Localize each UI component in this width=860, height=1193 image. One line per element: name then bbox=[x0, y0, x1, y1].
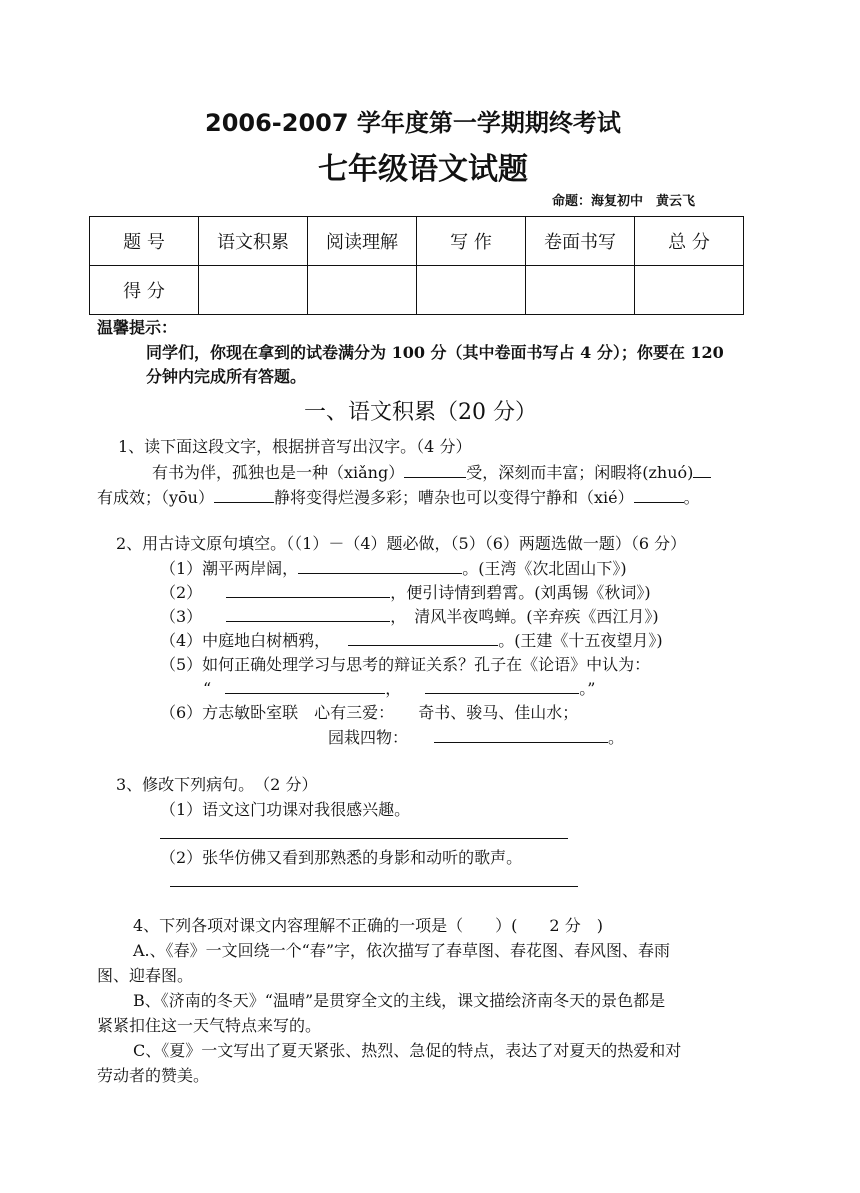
answer-blank[interactable] bbox=[226, 606, 390, 622]
q2-line-6: （6）方志敏卧室联 心有三爱： 奇书、骏马、佳山水； bbox=[160, 703, 579, 722]
q1-stem: 1、读下面这段文字，根据拼音写出汉字。（4 分） bbox=[118, 437, 472, 456]
answer-blank[interactable] bbox=[298, 558, 462, 574]
header-cell: 语文积累 bbox=[199, 217, 308, 266]
header-cell: 题 号 bbox=[90, 217, 199, 266]
q4-option-b-line2: 紧紧扣住这一天气特点来写的。 bbox=[97, 1016, 322, 1035]
tip-line-1: 同学们，你现在拿到的试卷满分为 100 分（其中卷面书写占 4 分）；你要在 120 bbox=[146, 343, 724, 362]
answer-blank[interactable] bbox=[226, 582, 390, 598]
q2-line-4: （4）中庭地白树栖鸦， 。(王建《十五夜望月》) bbox=[160, 631, 663, 650]
row-label-cell: 得 分 bbox=[90, 266, 199, 315]
answer-blank[interactable] bbox=[348, 630, 498, 646]
header-cell: 总 分 bbox=[635, 217, 744, 266]
header-cell: 写 作 bbox=[417, 217, 526, 266]
answer-blank[interactable] bbox=[425, 678, 579, 694]
q4-option-a-line2: 图、迎春图。 bbox=[97, 966, 194, 985]
score-cell[interactable] bbox=[199, 266, 308, 315]
q4-option-a-line1: A.、《春》一文回绕一个“春”字，依次描写了春草图、春花图、春风图、春雨 bbox=[133, 941, 671, 960]
q4-option-c-line2: 劳动者的赞美。 bbox=[97, 1066, 210, 1085]
q3-item-2: （2）张华仿佛又看到那熟悉的身影和动听的歌声。 bbox=[160, 848, 523, 867]
table-row bbox=[90, 217, 744, 266]
score-table bbox=[89, 216, 744, 315]
q1-line-1: 有书为伴，孤独也是一种（xiǎng） 受，深刻而丰富；闲暇将(zhuó) bbox=[152, 462, 711, 483]
q3-item-1: （1）语文这门功课对我很感兴趣。 bbox=[160, 800, 411, 819]
tip-line-2: 分钟内完成所有答题。 bbox=[146, 367, 307, 386]
q2-stem: 2、用古诗文原句填空。（（1）－（4）题必做，（5）（6）两题选做一题）（6 分） bbox=[116, 534, 687, 553]
answer-blank[interactable] bbox=[214, 487, 274, 503]
q2-line-2: （2） ，便引诗情到碧霄。(刘禹锡《秋词》) bbox=[160, 583, 651, 602]
answer-blank[interactable] bbox=[225, 678, 385, 694]
q2-line-5: （5）如何正确处理学习与思考的辩证关系？孔子在《论语》中认为： bbox=[160, 655, 651, 674]
q4-option-b-line1: B、《济南的冬天》“温晴”是贯穿全文的主线，课文描绘济南冬天的景色都是 bbox=[133, 991, 666, 1010]
score-cell[interactable] bbox=[526, 266, 635, 315]
score-cell[interactable] bbox=[635, 266, 744, 315]
header-cell: 阅读理解 bbox=[308, 217, 417, 266]
q2-line-3: （3） ， 清风半夜鸣蝉。(辛弃疾《西江月》) bbox=[160, 607, 659, 626]
score-cell[interactable] bbox=[417, 266, 526, 315]
author-line: 命题：海复初中 黄云飞 bbox=[552, 194, 696, 209]
answer-blank[interactable] bbox=[434, 727, 608, 743]
answer-line[interactable] bbox=[170, 886, 578, 887]
q4-stem: 4、下列各项对课文内容理解不正确的一项是（ ）( 2 分 ) bbox=[133, 916, 603, 935]
answer-blank[interactable] bbox=[634, 487, 684, 503]
exam-subtitle: 七年级语文试题 bbox=[318, 152, 528, 187]
q2-line-5-blanks: “ ， 。” bbox=[203, 679, 596, 698]
exam-title: 2006-2007 学年度第一学期期终考试 bbox=[205, 109, 621, 137]
answer-blank[interactable] bbox=[693, 462, 711, 478]
tip-label: 温馨提示： bbox=[97, 318, 178, 337]
q2-line-6b: 园栽四物： 。 bbox=[328, 728, 625, 747]
q4-option-c-line1: C、《夏》一文写出了夏天紧张、热烈、急促的特点，表达了对夏天的热爱和对 bbox=[133, 1041, 682, 1060]
table-row bbox=[90, 266, 744, 315]
header-cell: 卷面书写 bbox=[526, 217, 635, 266]
answer-blank[interactable] bbox=[404, 462, 466, 478]
q2-line-1: （1）潮平两岸阔， 。(王湾《次北固山下》) bbox=[160, 559, 627, 578]
q3-stem: 3、修改下列病句。 （2 分） bbox=[116, 775, 318, 794]
q1-line-2: 有成效；（yōu） 静将变得烂漫多彩；嘈杂也可以变得宁静和（xié） 。 bbox=[97, 488, 700, 507]
score-cell[interactable] bbox=[308, 266, 417, 315]
section-title: 一、语文积累（20 分） bbox=[304, 400, 537, 425]
answer-line[interactable] bbox=[160, 838, 568, 839]
